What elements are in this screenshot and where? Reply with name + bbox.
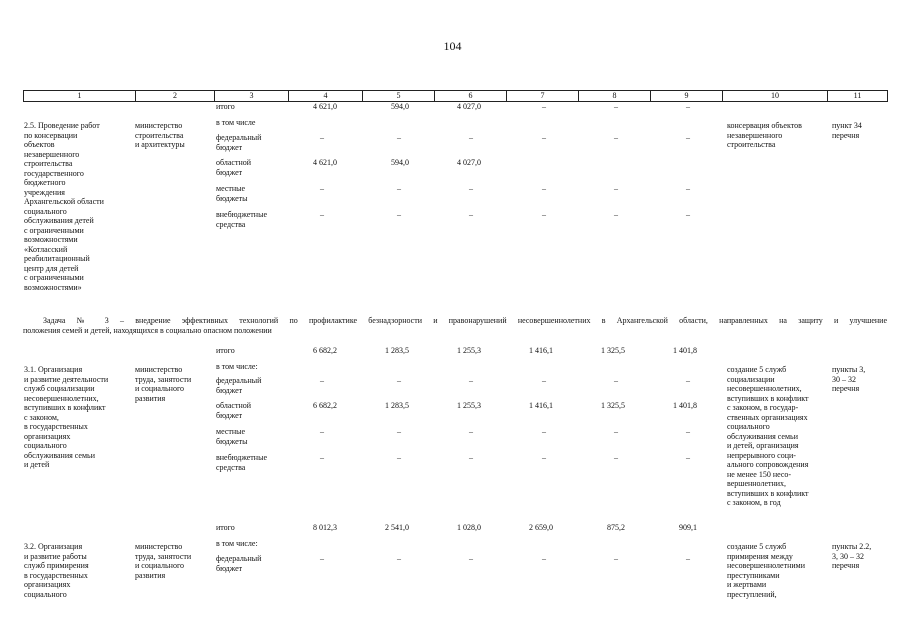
value-cell: 1 401,8 xyxy=(673,401,697,410)
value-cell: – xyxy=(542,453,546,462)
value-cell: – xyxy=(397,554,401,563)
value-cell: 6 682,2 xyxy=(313,346,337,355)
value-cell: – xyxy=(686,184,690,193)
value-cell: – xyxy=(320,133,324,142)
value-cell: 6 682,2 xyxy=(313,401,337,410)
header-col-3: 3 xyxy=(214,91,288,101)
value-cell: 875,2 xyxy=(607,523,625,532)
value-cell: 1 325,5 xyxy=(601,401,625,410)
value-cell: 1 028,0 xyxy=(457,523,481,532)
value-cell: 4 027,0 xyxy=(457,102,481,111)
row-3-1-result: создание 5 служб социализации несовершеннолетних, вступивших в конфликт с законом, в государ- ственных организациях социального обслуживания семьи и детей, организация непрерывного соци- ального сопровождения не менее 150 несо- вершеннолетних, вступивших в конфликт с законом, в год xyxy=(727,365,809,507)
header-col-5: 5 xyxy=(362,91,434,101)
value-cell: – xyxy=(614,133,618,142)
value-cell: 1 255,3 xyxy=(457,401,481,410)
value-cell: – xyxy=(320,554,324,563)
row-3-2-executor: министерство труда, занятости и социального развития xyxy=(135,542,192,580)
page-number: 104 xyxy=(443,39,462,53)
value-cell: – xyxy=(686,133,690,142)
value-cell: 4 621,0 xyxy=(313,102,337,111)
row-3-1-executor: министерство труда, занятости и социального развития xyxy=(135,365,192,403)
source-federal: федеральный бюджет xyxy=(216,376,262,395)
row-3-2-reference: пункты 2.2, 3, 30 – 32 перечня xyxy=(832,542,872,570)
task-3-heading-cont: положения семей и детей, находящихся в социально опасном положении xyxy=(23,326,272,335)
table-header xyxy=(23,90,888,102)
source-in-total: в том числе: xyxy=(216,539,258,548)
value-cell: – xyxy=(469,427,473,436)
row-3-1-name: 3.1. Организация и развитие деятельности служб социализации несовершеннолетних, вступивших в конфликт с законом, в государственных организациях социального обслуживания семьи и детей xyxy=(24,365,109,469)
source-extrabudget: внебюджетные средства xyxy=(216,453,267,472)
header-col-1: 1 xyxy=(23,91,135,101)
value-cell: – xyxy=(614,554,618,563)
value-cell: – xyxy=(397,427,401,436)
source-extrabudget: внебюджетные средства xyxy=(216,210,267,229)
value-cell: – xyxy=(542,376,546,385)
value-cell: – xyxy=(320,427,324,436)
value-cell: – xyxy=(397,453,401,462)
value-cell: – xyxy=(614,453,618,462)
value-cell: – xyxy=(320,453,324,462)
header-col-10: 10 xyxy=(722,91,827,101)
value-cell: 1 255,3 xyxy=(457,346,481,355)
value-cell: 1 283,5 xyxy=(385,401,409,410)
source-in-total: в том числе xyxy=(216,118,256,127)
value-cell: – xyxy=(542,102,546,111)
value-cell: – xyxy=(320,210,324,219)
value-cell: – xyxy=(469,184,473,193)
source-in-total: в том числе: xyxy=(216,362,258,371)
value-cell: 8 012,3 xyxy=(313,523,337,532)
value-cell: – xyxy=(397,210,401,219)
header-col-11: 11 xyxy=(827,91,888,101)
value-cell: 1 283,5 xyxy=(385,346,409,355)
value-cell: 2 541,0 xyxy=(385,523,409,532)
value-cell: 4 027,0 xyxy=(457,158,481,167)
row-3-2-name: 3.2. Организация и развитие работы служб примирения в государственных организациях социального xyxy=(24,542,89,599)
source-local: местные бюджеты xyxy=(216,184,248,203)
header-col-7: 7 xyxy=(506,91,578,101)
value-cell: – xyxy=(469,133,473,142)
value-cell: – xyxy=(686,427,690,436)
source-federal: федеральный бюджет xyxy=(216,133,262,152)
header-col-9: 9 xyxy=(650,91,722,101)
task-3-heading: Задача № 3 – внедрение эффективных технологий по профилактике безнадзорности и правонарушений несовершеннолетних в Архангельской области, направленных на защиту и улучшение xyxy=(43,316,887,325)
value-cell: 909,1 xyxy=(679,523,697,532)
row-2-5-result: консервация объектов незавершенного строительства xyxy=(727,121,802,149)
header-col-8: 8 xyxy=(578,91,650,101)
source-regional: областной бюджет xyxy=(216,401,252,420)
row-3-1-reference: пункты 3, 30 – 32 перечня xyxy=(832,365,866,393)
header-col-6: 6 xyxy=(434,91,506,101)
source-federal: федеральный бюджет xyxy=(216,554,262,573)
value-cell: 594,0 xyxy=(391,102,409,111)
value-cell: – xyxy=(614,102,618,111)
row-3-2-result: создание 5 служб примирения между несовершеннолетними преступниками и жертвами преступлений, xyxy=(727,542,805,599)
value-cell: – xyxy=(542,554,546,563)
value-cell: 1 401,8 xyxy=(673,346,697,355)
value-cell: – xyxy=(397,133,401,142)
value-cell: 594,0 xyxy=(391,158,409,167)
value-cell: 1 416,1 xyxy=(529,401,553,410)
header-col-4: 4 xyxy=(288,91,362,101)
value-cell: 1 416,1 xyxy=(529,346,553,355)
source-regional: областной бюджет xyxy=(216,158,252,177)
value-cell: – xyxy=(686,376,690,385)
value-cell: – xyxy=(542,133,546,142)
value-cell: 4 621,0 xyxy=(313,158,337,167)
source-itogo: итого xyxy=(216,102,235,111)
value-cell: – xyxy=(469,210,473,219)
value-cell: – xyxy=(469,376,473,385)
value-cell: – xyxy=(614,184,618,193)
value-cell: – xyxy=(469,554,473,563)
value-cell: – xyxy=(614,376,618,385)
value-cell: – xyxy=(686,210,690,219)
value-cell: – xyxy=(542,427,546,436)
header-col-2: 2 xyxy=(135,91,214,101)
value-cell: – xyxy=(320,184,324,193)
value-cell: – xyxy=(320,376,324,385)
row-2-5-reference: пункт 34 перечня xyxy=(832,121,862,140)
source-itogo: итого xyxy=(216,346,235,355)
value-cell: 1 325,5 xyxy=(601,346,625,355)
value-cell: – xyxy=(542,210,546,219)
source-local: местные бюджеты xyxy=(216,427,248,446)
value-cell: – xyxy=(686,102,690,111)
row-2-5-executor: министерство строительства и архитектуры xyxy=(135,121,185,149)
value-cell: – xyxy=(397,184,401,193)
value-cell: – xyxy=(686,554,690,563)
value-cell: – xyxy=(614,210,618,219)
value-cell: – xyxy=(469,453,473,462)
source-itogo: итого xyxy=(216,523,235,532)
row-2-5-name: 2.5. Проведение работ по консервации объектов незавершенного строительства государственного бюджетного учреждения Архангельской области социального обслуживания детей с ограниченными возможностями «Котласский реабилитационный центр для детей с ограниченными возможностями» xyxy=(24,121,104,292)
value-cell: – xyxy=(542,184,546,193)
value-cell: – xyxy=(397,376,401,385)
value-cell: – xyxy=(686,453,690,462)
value-cell: – xyxy=(614,427,618,436)
value-cell: 2 659,0 xyxy=(529,523,553,532)
